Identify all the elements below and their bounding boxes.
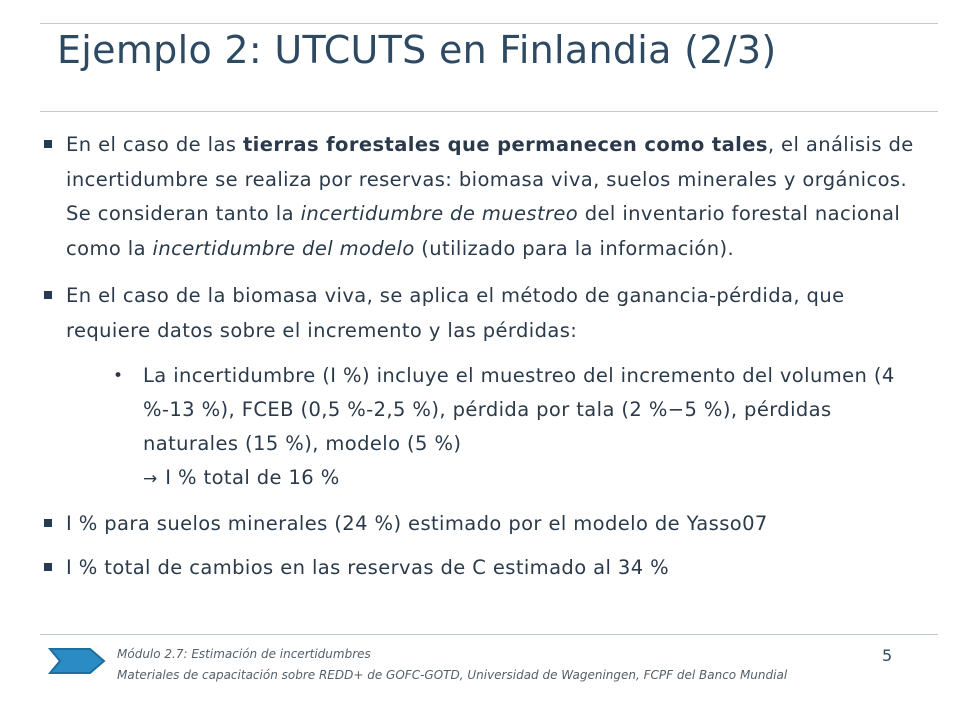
sub-bullet-result: I % total de 16 % — [165, 466, 340, 489]
italic-term: incertidumbre de muestreo — [300, 202, 579, 225]
footer-credits: Materiales de capacitación sobre REDD+ de GOFC-GOTD, Universidad de Wageningen, FCPF del Banco Mundial — [117, 668, 788, 682]
bullet-text: I % total de cambios en las reservas de C estimado al 34 % — [66, 555, 670, 579]
bullet-total-change — [42, 551, 932, 586]
square-bullet-icon — [44, 140, 52, 148]
sub-bullet-text: La incertidumbre (I %) incluye el muestreo del incremento del volumen (4 %-13 %), FCEB (0,5 %-2,5 %), pérdida por tala (2 %−5 %), pérdidas naturales (15 %), modelo (5 %) — [143, 364, 895, 455]
bullet-mineral-soils — [42, 507, 932, 542]
slide-title: Ejemplo 2: UTCUTS en Finlandia (2/3) — [57, 28, 777, 72]
footer-module: Módulo 2.7: Estimación de incertidumbres — [117, 647, 371, 661]
slide-body — [42, 128, 932, 585]
bullet-text: I % para suelos minerales (24 %) estimado por el modelo de Yasso07 — [66, 512, 768, 535]
italic-term: incertidumbre del modelo — [152, 236, 415, 260]
title-rule — [40, 111, 938, 112]
bullet-text: En el caso de las tierras forestales que permanecen como tales, el análisis de incertidumbre se realiza por reservas: biomasa viva, suelos minerales y orgánicos. Se consideran tanto la incertidumbre de muestreo del inventario forestal nacional como la incertidumbre del modelo (utilizado para la información). — [66, 133, 914, 260]
page-number: 5 — [882, 646, 893, 665]
bullet-text: En el caso de la biomasa viva, se aplica el método de ganancia-pérdida, que requiere datos sobre el incremento y las pérdidas: — [66, 284, 845, 342]
bullet-forest-lands — [42, 128, 932, 266]
arrow-right-icon: → — [143, 469, 158, 489]
footer-rule — [40, 634, 938, 635]
round-bullet-icon: • — [113, 366, 124, 386]
top-rule — [40, 23, 938, 24]
square-bullet-icon — [44, 563, 52, 571]
square-bullet-icon — [44, 291, 52, 299]
chevron-arrow-icon — [48, 647, 106, 675]
bold-term: tierras forestales que permanecen como tales — [242, 133, 768, 156]
sub-bullet-uncertainty — [42, 359, 932, 496]
square-bullet-icon — [44, 519, 52, 527]
bullet-living-biomass — [42, 279, 932, 348]
